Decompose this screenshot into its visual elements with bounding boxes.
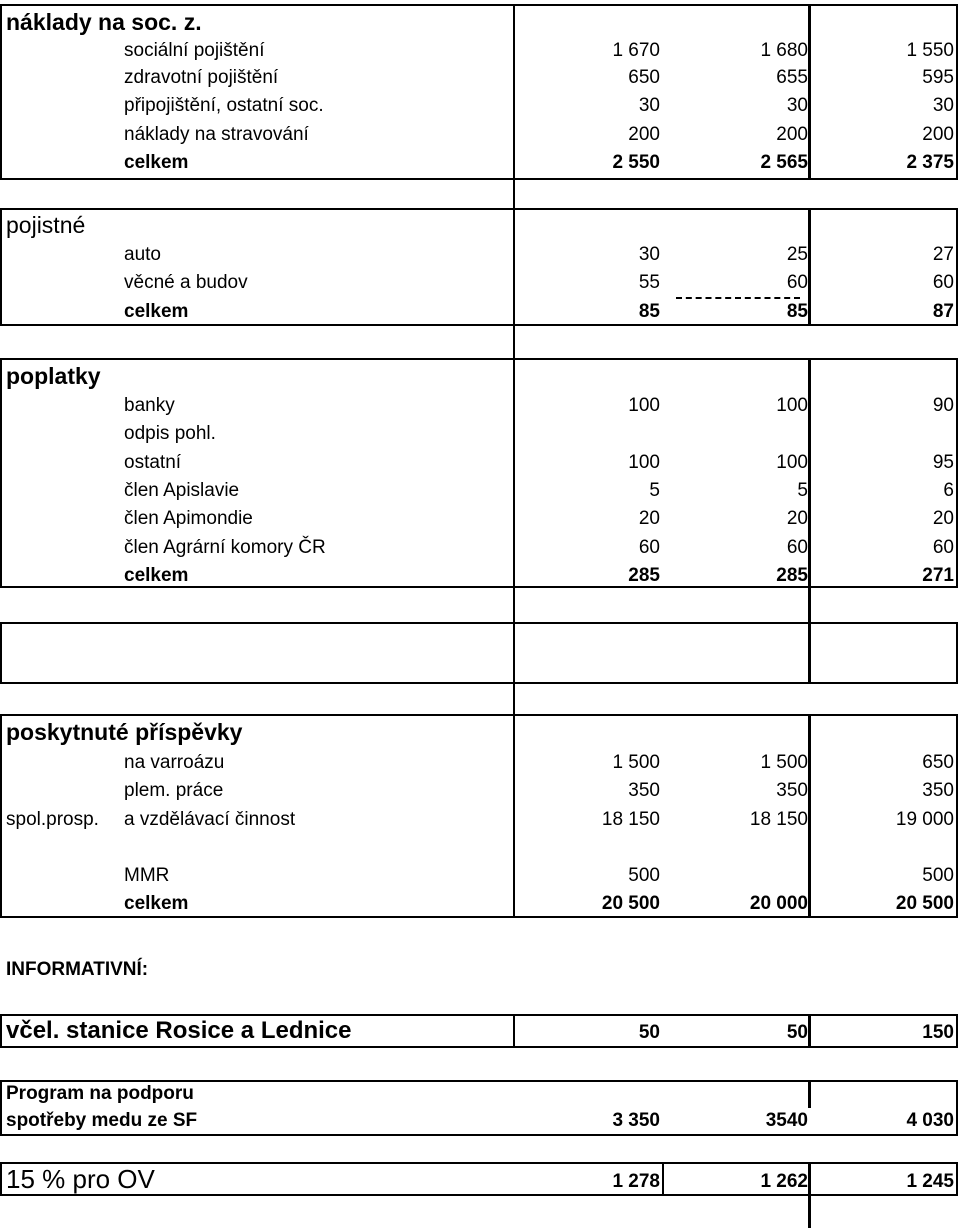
value-cell: 500 xyxy=(922,865,954,886)
value-cell: 18 150 xyxy=(601,809,660,830)
section-title-prispevky: poskytnuté příspěvky xyxy=(6,719,243,745)
column-divider xyxy=(808,1080,811,1108)
value-cell: 1 245 xyxy=(906,1171,954,1192)
program-label-line1: Program na podporu xyxy=(6,1083,194,1104)
row-label: auto xyxy=(124,244,161,265)
value-cell: 50 xyxy=(786,1022,808,1043)
informativni-heading: INFORMATIVNÍ: xyxy=(6,959,149,980)
value-cell-total: 20 500 xyxy=(601,893,660,914)
value-cell: 4 030 xyxy=(906,1110,954,1131)
value-cell-total: 85 xyxy=(786,301,808,322)
value-cell: 25 xyxy=(786,244,808,265)
value-cell: 650 xyxy=(628,67,660,88)
row-label: náklady na stravování xyxy=(124,124,309,145)
section-title-pojistne: pojistné xyxy=(6,212,86,238)
ov-label: 15 % pro OV xyxy=(6,1164,155,1194)
column-divider xyxy=(513,714,515,918)
value-cell: 595 xyxy=(922,67,954,88)
value-cell: 3 350 xyxy=(612,1110,660,1131)
row-label: člen Apislavie xyxy=(124,480,240,501)
value-cell: 60 xyxy=(786,272,808,293)
row-prefix: spol.prosp. xyxy=(6,809,99,830)
column-divider xyxy=(808,208,811,326)
value-cell: 1 278 xyxy=(612,1171,660,1192)
value-cell: 30 xyxy=(638,95,660,116)
row-label: plem. práce xyxy=(124,780,224,801)
value-cell: 20 xyxy=(932,508,954,529)
value-cell: 200 xyxy=(922,124,954,145)
value-cell: 100 xyxy=(628,395,660,416)
value-cell: 95 xyxy=(932,452,954,473)
value-cell-total: 285 xyxy=(628,565,660,586)
value-cell-total: 2 550 xyxy=(612,152,660,173)
value-cell: 6 xyxy=(943,480,954,501)
row-label: člen Apimondie xyxy=(124,508,253,529)
value-cell-total: 85 xyxy=(638,301,660,322)
value-cell: 350 xyxy=(922,780,954,801)
value-cell: 55 xyxy=(638,272,660,293)
value-cell: 30 xyxy=(638,244,660,265)
column-divider xyxy=(513,208,515,326)
value-cell: 18 150 xyxy=(749,809,808,830)
row-label: odpis pohl. xyxy=(124,423,216,444)
value-cell: 1 670 xyxy=(612,40,660,61)
column-divider xyxy=(662,1162,664,1196)
value-cell: 350 xyxy=(776,780,808,801)
empty-box xyxy=(0,622,958,684)
value-cell: 50 xyxy=(638,1022,660,1043)
value-cell: 1 550 xyxy=(906,40,954,61)
column-divider xyxy=(513,4,515,180)
value-cell: 655 xyxy=(776,67,808,88)
column-divider xyxy=(513,358,515,588)
value-cell: 60 xyxy=(638,537,660,558)
column-divider xyxy=(808,358,811,588)
column-divider xyxy=(808,1162,811,1228)
value-cell: 100 xyxy=(776,452,808,473)
value-cell: 60 xyxy=(786,537,808,558)
value-cell-total: 2 375 xyxy=(906,152,954,173)
row-label: MMR xyxy=(124,865,170,886)
value-cell-total: 87 xyxy=(932,301,954,322)
value-cell: 30 xyxy=(932,95,954,116)
column-divider xyxy=(513,622,515,684)
row-label-total: celkem xyxy=(124,301,189,322)
dotted-line xyxy=(676,297,800,299)
value-cell: 1 262 xyxy=(760,1171,808,1192)
value-cell: 1 500 xyxy=(612,752,660,773)
row-label: ostatní xyxy=(124,452,182,473)
value-cell: 150 xyxy=(922,1022,954,1043)
value-cell: 5 xyxy=(649,480,660,501)
row-label-total: celkem xyxy=(124,893,189,914)
row-label: člen Agrární komory ČR xyxy=(124,537,326,558)
value-cell: 200 xyxy=(776,124,808,145)
row-label: a vzdělávací činnost xyxy=(124,809,296,830)
value-cell: 30 xyxy=(786,95,808,116)
row-label: sociální pojištění xyxy=(124,40,265,61)
value-cell: 350 xyxy=(628,780,660,801)
value-cell-total: 285 xyxy=(776,565,808,586)
value-cell: 650 xyxy=(922,752,954,773)
value-cell: 1 680 xyxy=(760,40,808,61)
value-cell-total: 271 xyxy=(922,565,954,586)
column-divider xyxy=(808,1014,811,1048)
value-cell: 5 xyxy=(797,480,808,501)
section-title-naklady: náklady na soc. z. xyxy=(6,9,202,35)
value-cell: 60 xyxy=(932,537,954,558)
value-cell-total: 20 500 xyxy=(895,893,954,914)
row-label: věcné a budov xyxy=(124,272,248,293)
value-cell: 3540 xyxy=(765,1110,808,1131)
column-divider xyxy=(513,588,515,622)
column-divider xyxy=(513,1014,515,1048)
row-label-total: celkem xyxy=(124,152,189,173)
column-divider xyxy=(808,4,811,180)
column-divider xyxy=(513,684,515,714)
column-divider xyxy=(808,622,811,684)
vcel-label: včel. stanice Rosice a Lednice xyxy=(6,1017,352,1044)
row-label: zdravotní pojištění xyxy=(124,67,279,88)
value-cell: 19 000 xyxy=(895,809,954,830)
section-title-poplatky: poplatky xyxy=(6,363,101,389)
value-cell: 20 xyxy=(786,508,808,529)
row-label: připojištění, ostatní soc. xyxy=(124,95,324,116)
row-label: banky xyxy=(124,395,175,416)
value-cell: 60 xyxy=(932,272,954,293)
column-divider xyxy=(808,588,811,622)
value-cell: 20 xyxy=(638,508,660,529)
column-divider xyxy=(513,180,515,208)
column-divider xyxy=(513,326,515,358)
value-cell: 27 xyxy=(932,244,954,265)
value-cell: 100 xyxy=(628,452,660,473)
value-cell: 90 xyxy=(932,395,954,416)
value-cell: 1 500 xyxy=(760,752,808,773)
row-label: na varroázu xyxy=(124,752,225,773)
value-cell: 200 xyxy=(628,124,660,145)
column-divider xyxy=(808,714,811,918)
value-cell-total: 2 565 xyxy=(760,152,808,173)
value-cell-total: 20 000 xyxy=(749,893,808,914)
row-label-total: celkem xyxy=(124,565,189,586)
value-cell: 500 xyxy=(628,865,660,886)
value-cell: 100 xyxy=(776,395,808,416)
program-label-line2: spotřeby medu ze SF xyxy=(6,1110,198,1131)
